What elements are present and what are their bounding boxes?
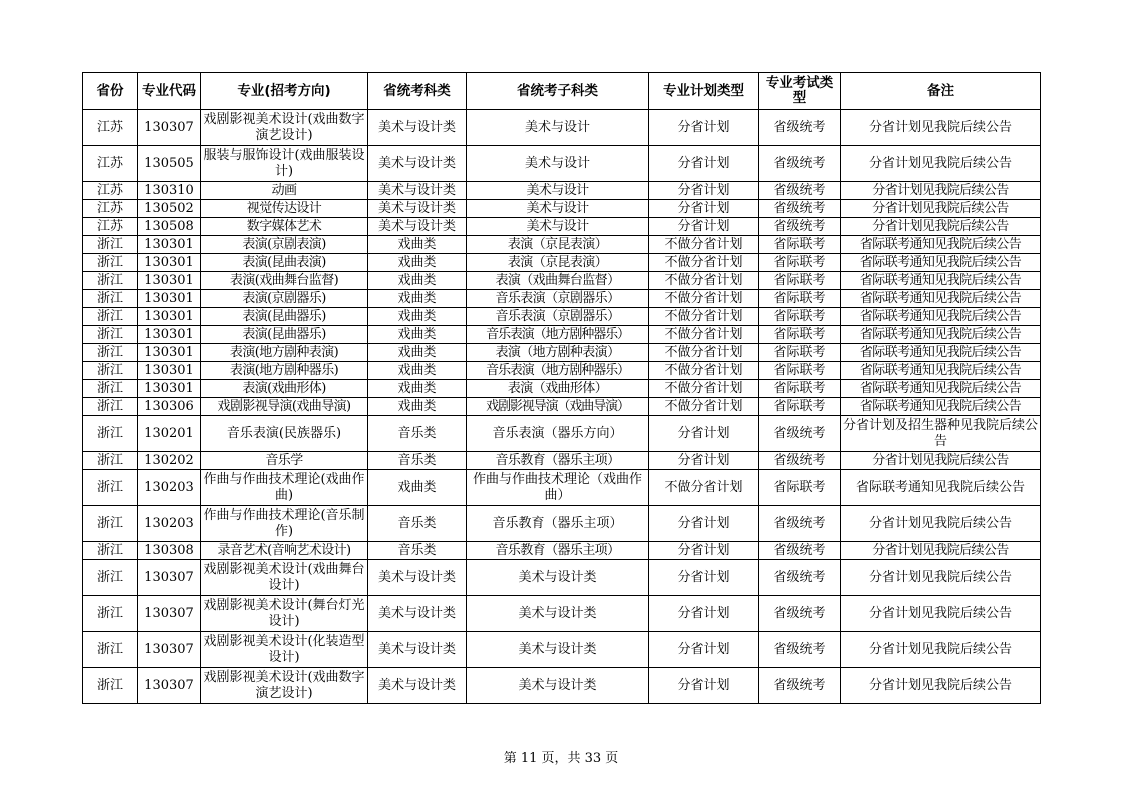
cell-province: 江苏 — [83, 110, 138, 146]
cell-major: 服装与服饰设计(戏曲服装设计) — [201, 146, 368, 182]
cell-remarks: 省际联考通知见我院后续公告 — [841, 470, 1041, 506]
cell-exam-type: 省级统考 — [759, 596, 841, 632]
cell-province: 江苏 — [83, 182, 138, 200]
cell-major: 表演(昆曲器乐) — [201, 326, 368, 344]
cell-plan-type: 不做分省计划 — [649, 362, 759, 380]
cell-province: 浙江 — [83, 560, 138, 596]
cell-plan-type: 不做分省计划 — [649, 398, 759, 416]
header-province: 省份 — [83, 73, 138, 110]
cell-province: 浙江 — [83, 398, 138, 416]
cell-province: 浙江 — [83, 254, 138, 272]
cell-remarks: 省际联考通知见我院后续公告 — [841, 398, 1041, 416]
cell-exam-type: 省级统考 — [759, 110, 841, 146]
header-exam-type: 专业考试类型 — [759, 73, 841, 110]
cell-plan-type: 不做分省计划 — [649, 380, 759, 398]
cell-remarks: 省际联考通知见我院后续公告 — [841, 272, 1041, 290]
cell-major: 视觉传达设计 — [201, 200, 368, 218]
cell-plan-type: 分省计划 — [649, 200, 759, 218]
cell-exam-subcategory: 表演（戏曲形体） — [467, 380, 649, 398]
cell-exam-type: 省际联考 — [759, 470, 841, 506]
cell-exam-subcategory: 表演（京昆表演） — [467, 254, 649, 272]
cell-exam-category: 戏曲类 — [368, 290, 467, 308]
cell-exam-type: 省际联考 — [759, 254, 841, 272]
cell-major-code: 130307 — [138, 632, 201, 668]
cell-remarks: 省际联考通知见我院后续公告 — [841, 236, 1041, 254]
cell-remarks: 分省计划见我院后续公告 — [841, 596, 1041, 632]
cell-exam-subcategory: 音乐教育（器乐主项） — [467, 542, 649, 560]
cell-exam-type: 省际联考 — [759, 326, 841, 344]
cell-exam-category: 美术与设计类 — [368, 146, 467, 182]
table-header-row — [83, 73, 1041, 110]
cell-exam-type: 省级统考 — [759, 452, 841, 470]
cell-province: 浙江 — [83, 668, 138, 704]
cell-exam-type: 省际联考 — [759, 398, 841, 416]
table-row — [83, 254, 1041, 272]
cell-major: 戏剧影视美术设计(舞台灯光设计) — [201, 596, 368, 632]
cell-remarks: 分省计划见我院后续公告 — [841, 200, 1041, 218]
cell-major-code: 130301 — [138, 362, 201, 380]
cell-remarks: 分省计划见我院后续公告 — [841, 668, 1041, 704]
cell-remarks: 省际联考通知见我院后续公告 — [841, 254, 1041, 272]
cell-plan-type: 分省计划 — [649, 452, 759, 470]
cell-exam-type: 省级统考 — [759, 632, 841, 668]
cell-exam-category: 音乐类 — [368, 452, 467, 470]
header-plan-type: 专业计划类型 — [649, 73, 759, 110]
cell-exam-subcategory: 音乐教育（器乐主项） — [467, 506, 649, 542]
cell-exam-subcategory: 表演（京昆表演） — [467, 236, 649, 254]
cell-exam-category: 美术与设计类 — [368, 182, 467, 200]
table-row — [83, 506, 1041, 542]
cell-province: 浙江 — [83, 236, 138, 254]
cell-exam-category: 戏曲类 — [368, 326, 467, 344]
cell-plan-type: 不做分省计划 — [649, 308, 759, 326]
cell-major: 音乐表演(民族器乐) — [201, 416, 368, 452]
cell-major: 戏剧影视美术设计(戏曲数字演艺设计) — [201, 110, 368, 146]
cell-plan-type: 分省计划 — [649, 182, 759, 200]
cell-exam-category: 音乐类 — [368, 542, 467, 560]
table-row — [83, 470, 1041, 506]
cell-exam-subcategory: 美术与设计类 — [467, 632, 649, 668]
cell-province: 浙江 — [83, 380, 138, 398]
cell-major-code: 130301 — [138, 254, 201, 272]
cell-remarks: 分省计划见我院后续公告 — [841, 182, 1041, 200]
header-remarks: 备注 — [841, 73, 1041, 110]
cell-plan-type: 不做分省计划 — [649, 470, 759, 506]
cell-major: 戏剧影视美术设计(戏曲数字演艺设计) — [201, 668, 368, 704]
table-row — [83, 668, 1041, 704]
cell-province: 浙江 — [83, 632, 138, 668]
cell-exam-type: 省际联考 — [759, 272, 841, 290]
cell-exam-category: 戏曲类 — [368, 470, 467, 506]
cell-exam-category: 戏曲类 — [368, 398, 467, 416]
table-row — [83, 362, 1041, 380]
cell-major-code: 130201 — [138, 416, 201, 452]
cell-exam-subcategory: 美术与设计类 — [467, 596, 649, 632]
cell-exam-type: 省级统考 — [759, 542, 841, 560]
cell-exam-category: 美术与设计类 — [368, 560, 467, 596]
table-row — [83, 632, 1041, 668]
cell-plan-type: 分省计划 — [649, 542, 759, 560]
cell-plan-type: 分省计划 — [649, 632, 759, 668]
cell-remarks: 省际联考通知见我院后续公告 — [841, 308, 1041, 326]
cell-plan-type: 分省计划 — [649, 110, 759, 146]
cell-plan-type: 分省计划 — [649, 668, 759, 704]
cell-exam-subcategory: 美术与设计 — [467, 182, 649, 200]
header-major: 专业(招考方向) — [201, 73, 368, 110]
cell-plan-type: 不做分省计划 — [649, 254, 759, 272]
header-exam-subcategory: 省统考子科类 — [467, 73, 649, 110]
cell-major: 作曲与作曲技术理论(戏曲作曲) — [201, 470, 368, 506]
cell-remarks: 省际联考通知见我院后续公告 — [841, 362, 1041, 380]
cell-exam-category: 美术与设计类 — [368, 110, 467, 146]
cell-province: 浙江 — [83, 542, 138, 560]
cell-province: 江苏 — [83, 200, 138, 218]
cell-province: 浙江 — [83, 452, 138, 470]
cell-province: 江苏 — [83, 218, 138, 236]
cell-major-code: 130301 — [138, 344, 201, 362]
cell-remarks: 分省计划见我院后续公告 — [841, 146, 1041, 182]
cell-major: 表演(京剧器乐) — [201, 290, 368, 308]
cell-major: 表演(戏曲形体) — [201, 380, 368, 398]
cell-major: 作曲与作曲技术理论(音乐制作) — [201, 506, 368, 542]
cell-major-code: 130308 — [138, 542, 201, 560]
cell-major: 动画 — [201, 182, 368, 200]
cell-remarks: 分省计划见我院后续公告 — [841, 542, 1041, 560]
cell-exam-category: 美术与设计类 — [368, 632, 467, 668]
cell-exam-subcategory: 美术与设计 — [467, 200, 649, 218]
table-row — [83, 344, 1041, 362]
cell-major-code: 130502 — [138, 200, 201, 218]
cell-exam-category: 戏曲类 — [368, 236, 467, 254]
header-exam-category: 省统考科类 — [368, 73, 467, 110]
cell-remarks: 省际联考通知见我院后续公告 — [841, 326, 1041, 344]
cell-exam-subcategory: 音乐表演（地方剧种器乐） — [467, 326, 649, 344]
cell-exam-category: 美术与设计类 — [368, 668, 467, 704]
cell-province: 浙江 — [83, 596, 138, 632]
cell-plan-type: 分省计划 — [649, 560, 759, 596]
cell-plan-type: 不做分省计划 — [649, 344, 759, 362]
cell-exam-type: 省级统考 — [759, 146, 841, 182]
cell-province: 浙江 — [83, 506, 138, 542]
table-row — [83, 398, 1041, 416]
cell-exam-type: 省际联考 — [759, 362, 841, 380]
cell-major-code: 130203 — [138, 506, 201, 542]
cell-exam-subcategory: 美术与设计类 — [467, 560, 649, 596]
cell-province: 浙江 — [83, 416, 138, 452]
cell-exam-subcategory: 戏剧影视导演（戏曲导演） — [467, 398, 649, 416]
table-row — [83, 560, 1041, 596]
table-row — [83, 380, 1041, 398]
cell-major-code: 130301 — [138, 308, 201, 326]
cell-exam-subcategory: 音乐表演（器乐方向） — [467, 416, 649, 452]
cell-remarks: 分省计划见我院后续公告 — [841, 560, 1041, 596]
cell-remarks: 省际联考通知见我院后续公告 — [841, 380, 1041, 398]
cell-major-code: 130505 — [138, 146, 201, 182]
cell-major: 戏剧影视导演(戏曲导演) — [201, 398, 368, 416]
cell-exam-subcategory: 音乐表演（京剧器乐） — [467, 290, 649, 308]
cell-major-code: 130301 — [138, 380, 201, 398]
admissions-table — [82, 72, 1041, 704]
table-row — [83, 182, 1041, 200]
cell-exam-category: 戏曲类 — [368, 380, 467, 398]
cell-exam-category: 美术与设计类 — [368, 596, 467, 632]
table-row — [83, 218, 1041, 236]
cell-exam-category: 美术与设计类 — [368, 218, 467, 236]
cell-major-code: 130301 — [138, 272, 201, 290]
cell-province: 浙江 — [83, 326, 138, 344]
cell-exam-subcategory: 表演（戏曲舞台监督） — [467, 272, 649, 290]
cell-exam-subcategory: 美术与设计 — [467, 110, 649, 146]
cell-exam-type: 省际联考 — [759, 308, 841, 326]
cell-plan-type: 不做分省计划 — [649, 236, 759, 254]
table-row — [83, 452, 1041, 470]
cell-exam-type: 省级统考 — [759, 218, 841, 236]
cell-major-code: 130301 — [138, 326, 201, 344]
cell-exam-subcategory: 美术与设计 — [467, 146, 649, 182]
cell-exam-type: 省际联考 — [759, 380, 841, 398]
cell-exam-subcategory: 音乐表演（京剧器乐） — [467, 308, 649, 326]
cell-plan-type: 分省计划 — [649, 416, 759, 452]
table-row — [83, 290, 1041, 308]
cell-exam-subcategory: 美术与设计 — [467, 218, 649, 236]
cell-exam-category: 戏曲类 — [368, 272, 467, 290]
cell-major-code: 130203 — [138, 470, 201, 506]
cell-major-code: 130307 — [138, 560, 201, 596]
table-row — [83, 272, 1041, 290]
cell-exam-category: 音乐类 — [368, 416, 467, 452]
cell-province: 浙江 — [83, 272, 138, 290]
table-row — [83, 236, 1041, 254]
cell-exam-type: 省际联考 — [759, 344, 841, 362]
cell-major-code: 130310 — [138, 182, 201, 200]
cell-remarks: 分省计划及招生器种见我院后续公告 — [841, 416, 1041, 452]
cell-plan-type: 分省计划 — [649, 146, 759, 182]
cell-major-code: 130508 — [138, 218, 201, 236]
cell-exam-type: 省级统考 — [759, 182, 841, 200]
cell-exam-type: 省级统考 — [759, 560, 841, 596]
cell-major: 录音艺术(音响艺术设计) — [201, 542, 368, 560]
cell-major-code: 130202 — [138, 452, 201, 470]
cell-exam-subcategory: 音乐教育（器乐主项） — [467, 452, 649, 470]
cell-exam-category: 戏曲类 — [368, 344, 467, 362]
cell-major: 戏剧影视美术设计(戏曲舞台设计) — [201, 560, 368, 596]
cell-exam-category: 音乐类 — [368, 506, 467, 542]
cell-province: 浙江 — [83, 344, 138, 362]
cell-major-code: 130307 — [138, 668, 201, 704]
cell-exam-category: 戏曲类 — [368, 308, 467, 326]
cell-exam-subcategory: 音乐表演（地方剧种器乐） — [467, 362, 649, 380]
cell-exam-type: 省级统考 — [759, 200, 841, 218]
cell-major: 数字媒体艺术 — [201, 218, 368, 236]
cell-province: 江苏 — [83, 146, 138, 182]
cell-exam-type: 省际联考 — [759, 236, 841, 254]
cell-major: 表演(昆曲表演) — [201, 254, 368, 272]
table-row — [83, 542, 1041, 560]
cell-remarks: 分省计划见我院后续公告 — [841, 632, 1041, 668]
cell-major-code: 130301 — [138, 236, 201, 254]
cell-plan-type: 不做分省计划 — [649, 290, 759, 308]
table-row — [83, 416, 1041, 452]
cell-exam-category: 美术与设计类 — [368, 200, 467, 218]
cell-exam-type: 省级统考 — [759, 506, 841, 542]
cell-plan-type: 分省计划 — [649, 596, 759, 632]
cell-remarks: 省际联考通知见我院后续公告 — [841, 344, 1041, 362]
cell-exam-subcategory: 美术与设计类 — [467, 668, 649, 704]
cell-exam-category: 戏曲类 — [368, 254, 467, 272]
table-row — [83, 326, 1041, 344]
cell-plan-type: 分省计划 — [649, 506, 759, 542]
table-row — [83, 110, 1041, 146]
cell-major-code: 130307 — [138, 110, 201, 146]
cell-major: 表演(京剧表演) — [201, 236, 368, 254]
cell-remarks: 分省计划见我院后续公告 — [841, 506, 1041, 542]
cell-major: 戏剧影视美术设计(化装造型设计) — [201, 632, 368, 668]
cell-province: 浙江 — [83, 470, 138, 506]
cell-remarks: 分省计划见我院后续公告 — [841, 452, 1041, 470]
cell-exam-type: 省级统考 — [759, 416, 841, 452]
cell-remarks: 省际联考通知见我院后续公告 — [841, 290, 1041, 308]
cell-major: 表演(昆曲器乐) — [201, 308, 368, 326]
table-row — [83, 596, 1041, 632]
cell-exam-subcategory: 表演（地方剧种表演） — [467, 344, 649, 362]
cell-plan-type: 不做分省计划 — [649, 272, 759, 290]
cell-major: 表演(地方剧种器乐) — [201, 362, 368, 380]
cell-plan-type: 不做分省计划 — [649, 326, 759, 344]
cell-major-code: 130307 — [138, 596, 201, 632]
page-number: 第 11 页，共 33 页 — [503, 751, 619, 766]
cell-major-code: 130301 — [138, 290, 201, 308]
cell-exam-subcategory: 作曲与作曲技术理论（戏曲作曲） — [467, 470, 649, 506]
cell-province: 浙江 — [83, 290, 138, 308]
cell-major-code: 130306 — [138, 398, 201, 416]
table-row — [83, 200, 1041, 218]
cell-major: 音乐学 — [201, 452, 368, 470]
cell-plan-type: 分省计划 — [649, 218, 759, 236]
cell-province: 浙江 — [83, 362, 138, 380]
cell-major: 表演(戏曲舞台监督) — [201, 272, 368, 290]
cell-exam-type: 省级统考 — [759, 668, 841, 704]
cell-major: 表演(地方剧种表演) — [201, 344, 368, 362]
cell-remarks: 分省计划见我院后续公告 — [841, 218, 1041, 236]
cell-exam-category: 戏曲类 — [368, 362, 467, 380]
cell-province: 浙江 — [83, 308, 138, 326]
cell-remarks: 分省计划见我院后续公告 — [841, 110, 1041, 146]
cell-exam-type: 省际联考 — [759, 290, 841, 308]
header-major-code: 专业代码 — [138, 73, 201, 110]
table-row — [83, 308, 1041, 326]
table-row — [83, 146, 1041, 182]
